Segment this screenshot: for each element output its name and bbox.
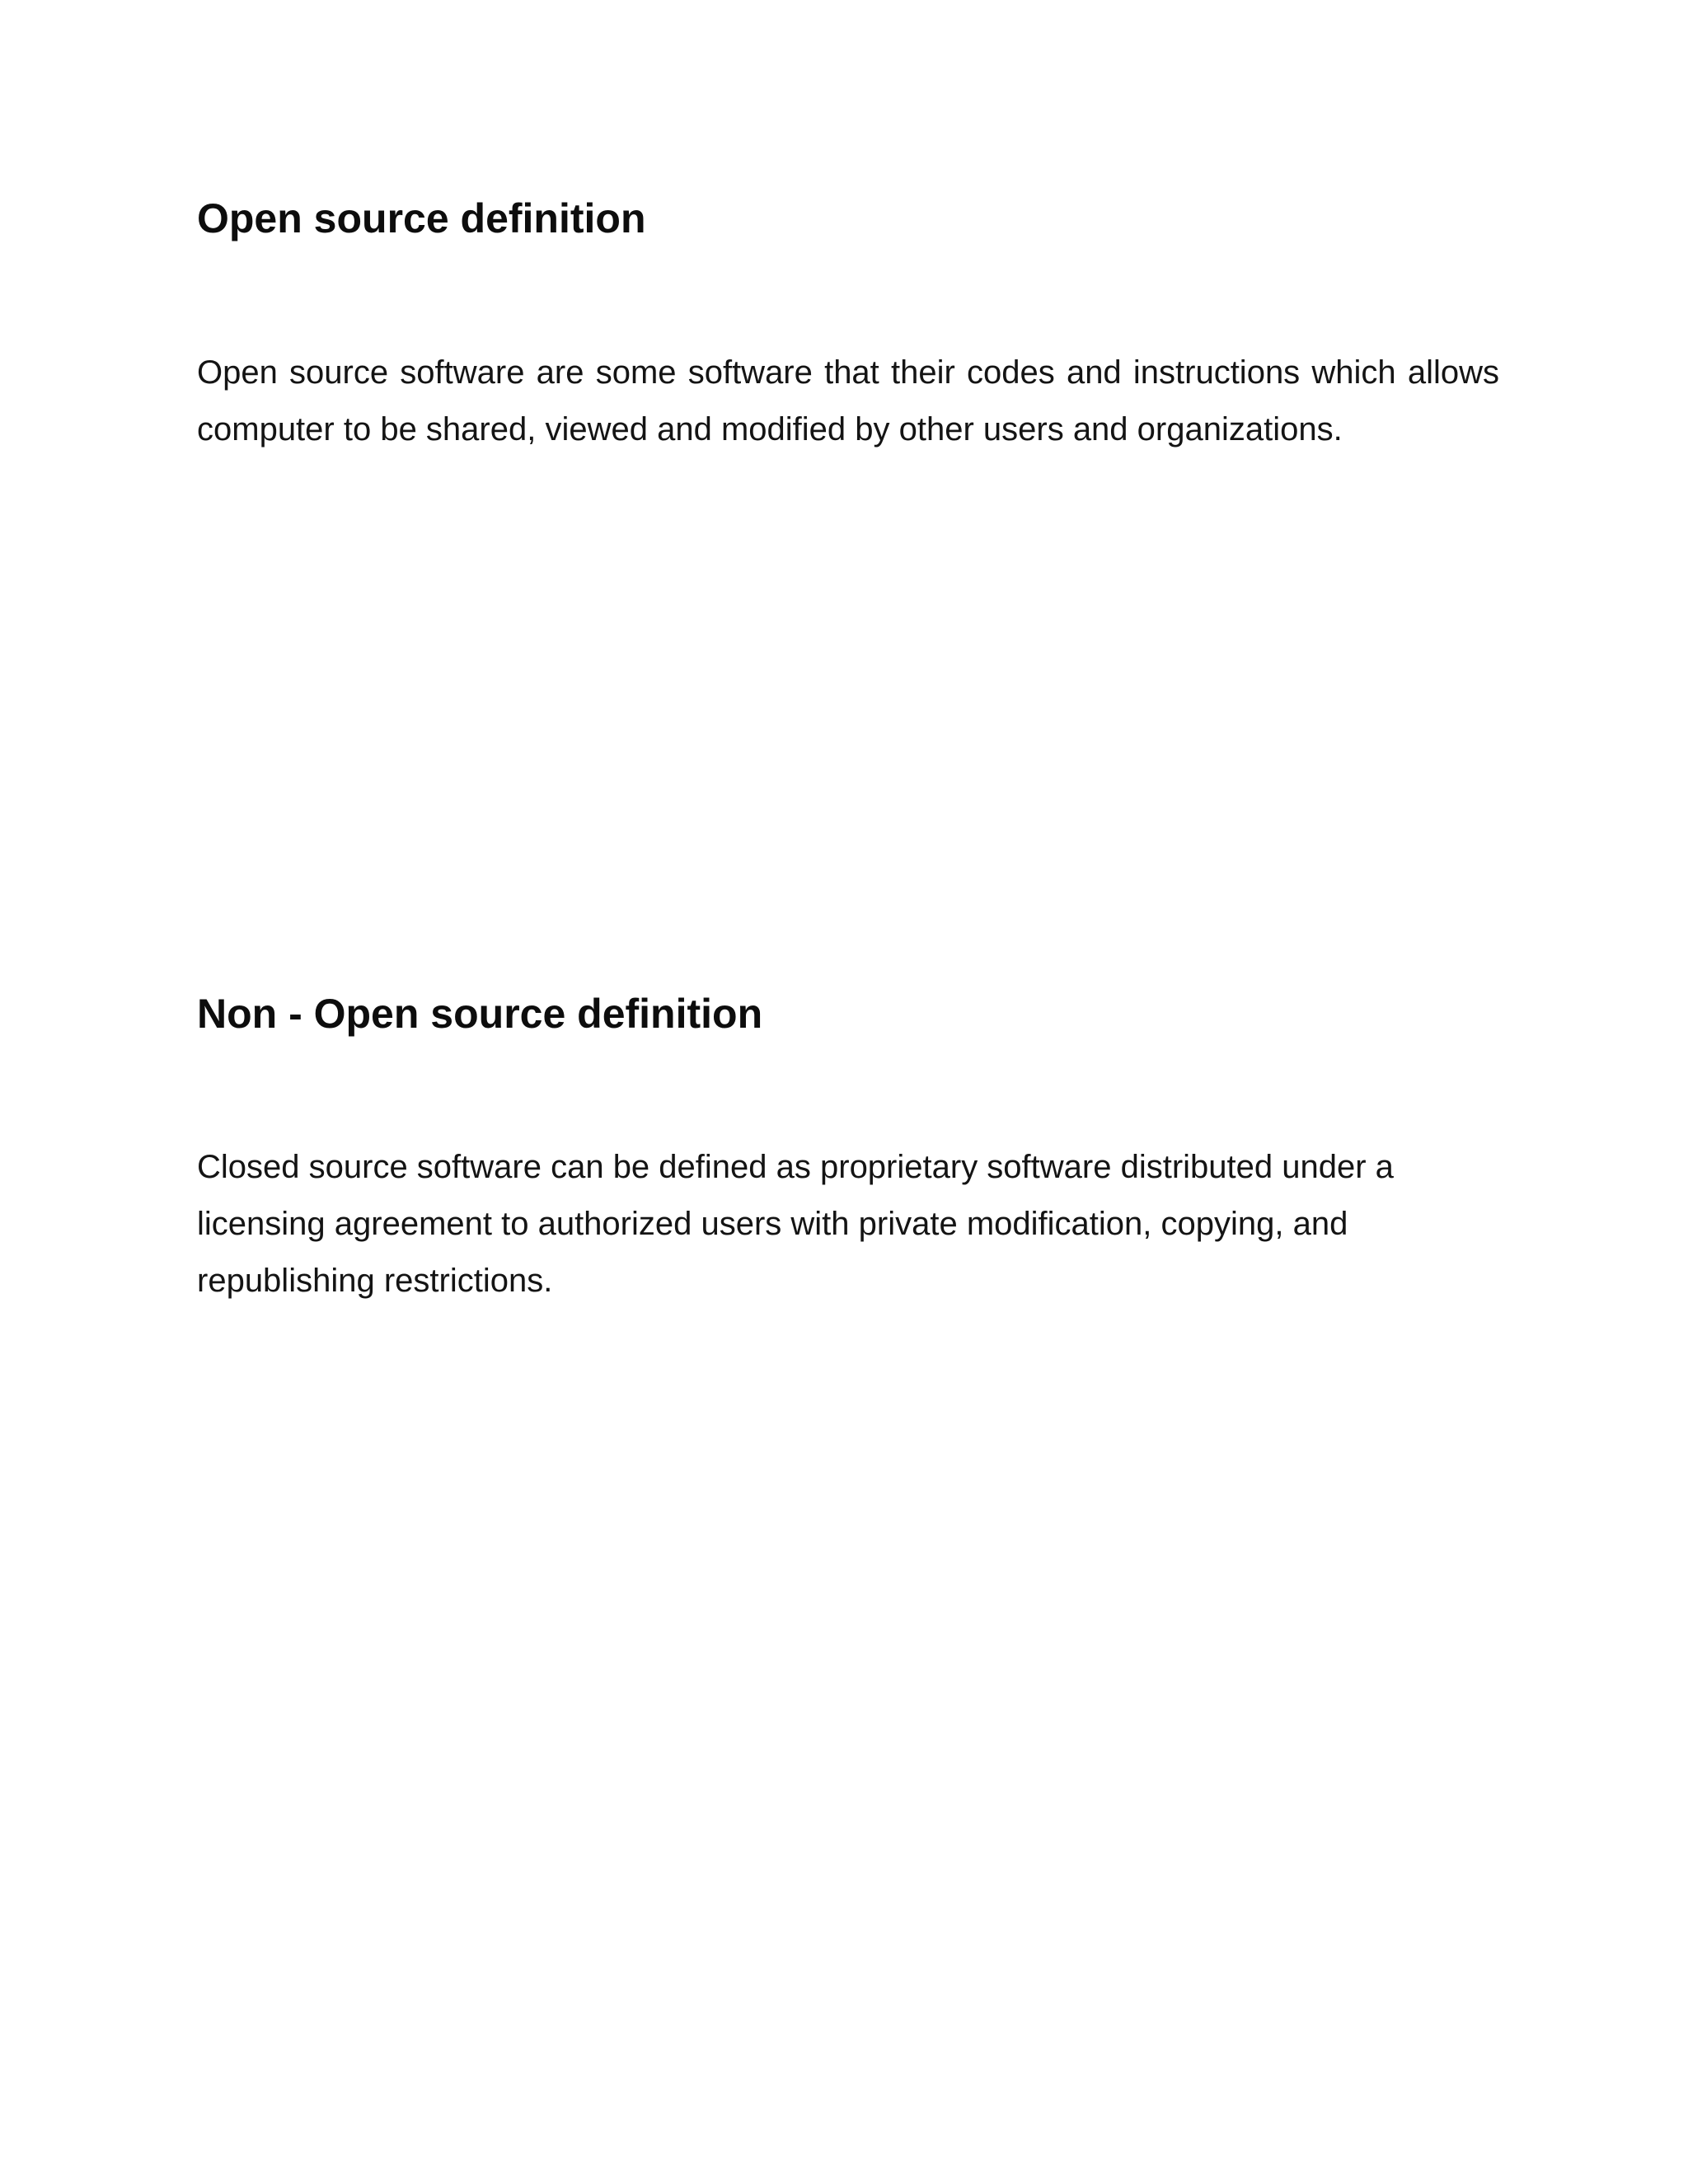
open-source-heading: Open source definition: [197, 195, 646, 241]
paragraph-line: licensing agreement to authorized users with private modification, copying, and: [197, 1206, 1348, 1242]
paragraph-line: Open source software are some software that their codes and instructions which allows: [197, 354, 1499, 391]
paragraph-line: republishing restrictions.: [197, 1263, 553, 1299]
non-open-source-paragraph: [197, 1139, 1499, 1310]
non-open-source-heading: Non - Open source definition: [197, 991, 763, 1037]
paragraph-line: Closed source software can be defined as proprietary software distributed under a: [197, 1149, 1394, 1185]
open-source-paragraph: [197, 344, 1499, 458]
paragraph-line: computer to be shared, viewed and modified by other users and organizations.: [197, 411, 1343, 448]
